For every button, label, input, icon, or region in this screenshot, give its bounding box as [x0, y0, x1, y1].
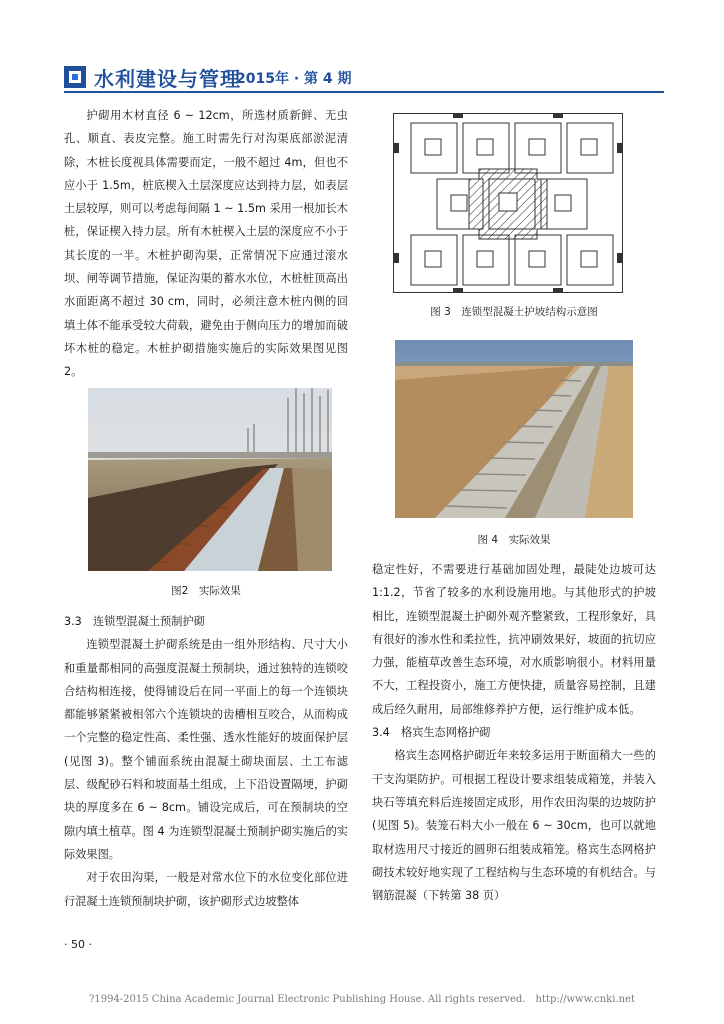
- figure-3-diagram: [393, 113, 623, 293]
- figure-4-photo: [395, 340, 633, 518]
- figure-2-photo: [88, 388, 332, 571]
- page-number: · 50 ·: [64, 938, 92, 951]
- paragraph-stability: 稳定性好，不需要进行基础加固处理，最陡处边坡可达 1:1.2，节省了较多的水利设施用地。与其他形式的护坡相比，连锁型混凝土护砌外观齐整紧致，工程形象好，具有很好的渗水性和柔拉性，抗冲刷效果好，坡面的抗切应力强，能植草改善生态环境，对水质影响很小。材料用量不大，工程投资小，施工方便快捷，质量容易控制，且建成后经久耐用，局部维修养护方便，运行维护成本低。: [372, 563, 656, 716]
- figure-2-caption: 图2 实际效果: [171, 585, 241, 597]
- paragraph-farmland-ditch: 对于农田沟渠，一般是对常水位下的水位变化部位进行混凝土连锁预制块护砌，该护砌形式边坡整体: [64, 871, 348, 908]
- header-rule: [64, 91, 664, 93]
- paragraph-timber-piles: 护砌用木材直径 6 ~ 12cm，所选材质新鲜、无虫孔、顺直、表皮完整。施工时需先行对沟渠底部淤泥清除，木桩长度视具体需要而定，一般不超过 4m，但也不应小于 1.5m，桩底楔入土层深度应达到持力层，如表层土层较厚，则可以考虑每间隔 1 ~ 1.5m 采用一根加长木桩，保证楔入持力层。所有木桩楔入土层的深度应不小于其长度的一半。木桩护砌沟渠，正常情况下应通过滚水坝、闸等调节措施，保证沟渠的蓄水水位，木桩桩顶高出水面距离不超过 30 cm，同时，必须注意木桩内侧的回填土体不能承受较大荷载，避免由于侧向压力的增加而破坏木桩的稳定。木桩护砌措施实施后的实际效果图见图 2。: [64, 109, 348, 379]
- right-column-text: [372, 558, 656, 907]
- issue-label: 2015年 · 第 4 期: [236, 71, 352, 87]
- figure-4-caption: 图 4 实际效果: [477, 534, 551, 546]
- journal-header: [64, 62, 664, 94]
- journal-title: 水利建设与管理: [94, 67, 241, 91]
- section-heading-3-3: 3.3 连锁型混凝土预制护砌: [64, 615, 205, 628]
- journal-logo-icon: [64, 66, 86, 88]
- left-column-top: [64, 104, 348, 384]
- figure-3-caption: 图 3 连锁型混凝土护坡结构示意图: [430, 306, 598, 318]
- left-column-bottom: [64, 610, 348, 913]
- section-heading-3-4: 3.4 格宾生态网格护砌: [372, 726, 491, 740]
- paragraph-interlocking-blocks: 连锁型混凝土护砌系统是由一组外形结构、尺寸大小和重量都相同的高强度混凝土预制块，通过独特的连锁咬合结构相连接，使得铺设后在同一平面上的每一个连锁块都能够紧紧被相邻六个连锁块的齿槽相互咬合，从而构成一个完整的稳定性高、柔性强、透水性能好的坡面保护层(见图 3)。整个铺面系统由混凝土砌块面层、土工布滤层、级配砂石料和坡面基土组成，上下沿设置隔埂，护砌块的厚度多在 6 ~ 8cm。铺设完成后，可在预制块的空隙内填土植草。图 4 为连锁型混凝土预制护砌实施后的实际效果图。: [64, 638, 348, 861]
- paragraph-gabion: 格宾生态网格护砌近年来较多运用于断面稍大一些的干支沟渠防护。可根据工程设计要求组装成箱笼，并装入块石等填充料后连接固定成形，用作农田沟渠的边坡防护(见图 5)。装笼石料大小一般在 6 ~ 30cm，也可以就地取材选用尺寸接近的圆卵石组装成箱笼。格宾生态网格护砌技术较好地实现了工程结构与生态环境的有机结合。与钢筋混凝（下转第 38 页）: [372, 749, 656, 903]
- copyright-footer: ?1994-2015 China Academic Journal Electronic Publishing House. All rights reserved. http://www.cnki.net: [88, 994, 635, 1005]
